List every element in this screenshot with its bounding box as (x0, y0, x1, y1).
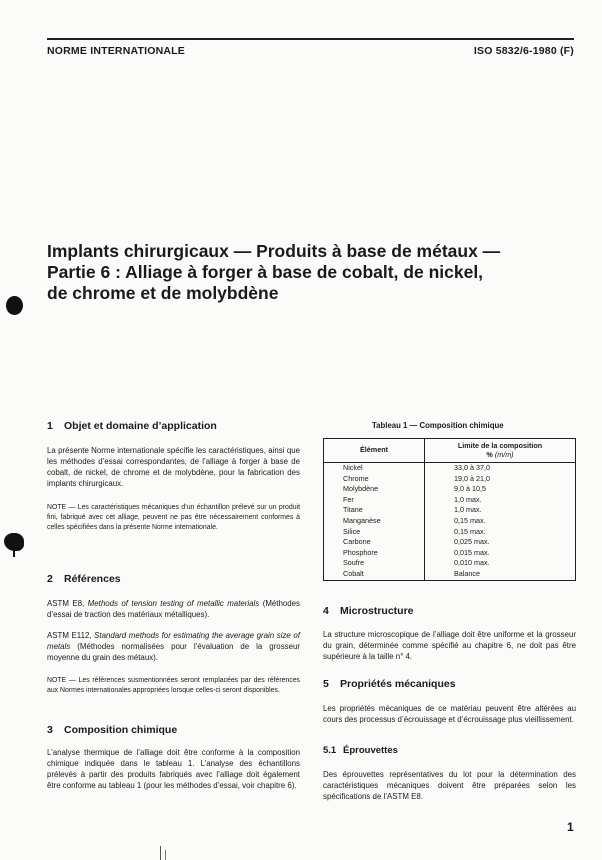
column-header-limit: Limite de la composition % (m/m) (425, 439, 576, 463)
table-row (324, 495, 576, 506)
element-cell: Phosphore (324, 548, 425, 559)
element-cell: Manganèse (324, 516, 425, 527)
column-header-unit: % (m/m) (486, 449, 514, 459)
reference-astm-e112: ASTM E112, Standard methods for estimating the average grain size of metals (Méthodes normalisées pour l’évaluation de la grosseur moyenne du grain des métaux). (47, 631, 300, 662)
header-top-rule (47, 38, 574, 40)
table-row (324, 505, 576, 516)
section-4-paragraph: La structure microscopique de l’alliage doit être uniforme et la grosseur du grain, déterminée comme spécifié au chapitre 6, ne doit pas être supérieure à la taille n° 4. (323, 630, 576, 661)
composition-table (323, 438, 576, 581)
limit-cell: 0,025 max. (425, 537, 576, 548)
section-5-paragraph: Les propriétés mécaniques de ce matériau peuvent être altérées au cours des processus d’écrouissage et d’écrouissage plus vieillissement. (323, 704, 576, 724)
section-2-heading: 2 Références (47, 573, 121, 585)
section-5-heading: 5 Propriétés mécaniques (323, 678, 456, 690)
limit-cell: Balance (425, 569, 576, 580)
limit-cell: 1,0 max. (425, 495, 576, 506)
table-row (324, 569, 576, 580)
section-4-heading: 4 Microstructure (323, 605, 414, 617)
element-cell: Silice (324, 527, 425, 538)
section-3-paragraph: L’analyse thermique de l’alliage doit être conforme à la composition chimique indiquée dans le tableau 1. L’analyse des échantillons prélevés à partir des produits fabriqués avec l’alliage doit également être conforme au tableau 1 (pour les méthodes d’essai, voir chapitre 6). (47, 748, 300, 790)
limit-cell: 33,0 à 37,0 (425, 463, 576, 474)
header-right: ISO 5832/6-1980 (F) (473, 45, 574, 57)
element-cell: Cobalt (324, 569, 425, 580)
scan-mark (165, 850, 166, 860)
table-row (324, 516, 576, 527)
limit-cell: 0,015 max. (425, 548, 576, 559)
element-cell: Soufre (324, 558, 425, 569)
section-5-1-heading: 5.1 Éprouvettes (323, 745, 398, 756)
section-1-heading: 1 Objet et domaine d’application (47, 420, 217, 432)
scan-mark (160, 846, 161, 860)
element-cell: Titane (324, 505, 425, 516)
limit-cell: 1,0 max. (425, 505, 576, 516)
element-cell: Molybdène (324, 484, 425, 495)
page-number: 1 (567, 820, 574, 834)
limit-cell: 0,15 max. (425, 527, 576, 538)
section-1-paragraph: La présente Norme internationale spécifie les caractéristiques, ainsi que les méthodes d’essai correspondantes, de l’alliage à forger à base de cobalt, de nickel, de chrome et de molybdène, pour la fabrication des implants chirurgicaux. (47, 446, 300, 488)
title-line-1: Implants chirurgicaux — Produits à base de métaux — (47, 241, 501, 261)
title-line-2: Partie 6 : Alliage à forger à base de cobalt, de nickel, (47, 262, 484, 282)
section-3-heading: 3 Composition chimique (47, 724, 178, 736)
punch-hole-tail (13, 549, 15, 557)
table-row (324, 474, 576, 485)
limit-cell: 9,0 à 10,5 (425, 484, 576, 495)
element-cell: Fer (324, 495, 425, 506)
limit-cell: 0,010 max. (425, 558, 576, 569)
reference-astm-e8: ASTM E8, Methods of tension testing of metallic materials (Méthodes d’essai de traction des matériaux métalliques). (47, 599, 300, 619)
element-cell: Chrome (324, 474, 425, 485)
limit-cell: 0,15 max. (425, 516, 576, 527)
title-line-3: de chrome et de molybdène (47, 283, 279, 303)
document-title (47, 241, 567, 304)
table-row (324, 463, 576, 474)
section-1-note: NOTE — Les caractéristiques mécaniques d’un échantillon prélevé sur un produit fini, fabriqué avec cet alliage, peuvent ne pas être nécessairement conformes à celles spécifiées dans la présente Norme internationale. (47, 504, 300, 531)
table-1-caption: Tableau 1 — Composition chimique (372, 421, 504, 430)
table-header-row (324, 439, 576, 463)
limit-cell: 19,0 à 21,0 (425, 474, 576, 485)
table-row (324, 527, 576, 538)
table-row (324, 484, 576, 495)
header-left: NORME INTERNATIONALE (47, 45, 185, 57)
column-header-element: Élément (324, 439, 425, 463)
element-cell: Carbone (324, 537, 425, 548)
table-row (324, 548, 576, 559)
section-2-note: NOTE — Les références susmentionnées seront remplacées par des références aux Normes internationales appropriées lorsque celles-ci seront disponibles. (47, 677, 300, 694)
punch-hole-top (6, 296, 23, 315)
table-row (324, 558, 576, 569)
element-cell: Nickel (324, 463, 425, 474)
table-row (324, 537, 576, 548)
section-5-1-paragraph: Des éprouvettes représentatives du lot pour la détermination des caractéristiques mécaniques doivent être préparées selon les spécifications de l’ASTM E8. (323, 770, 576, 801)
